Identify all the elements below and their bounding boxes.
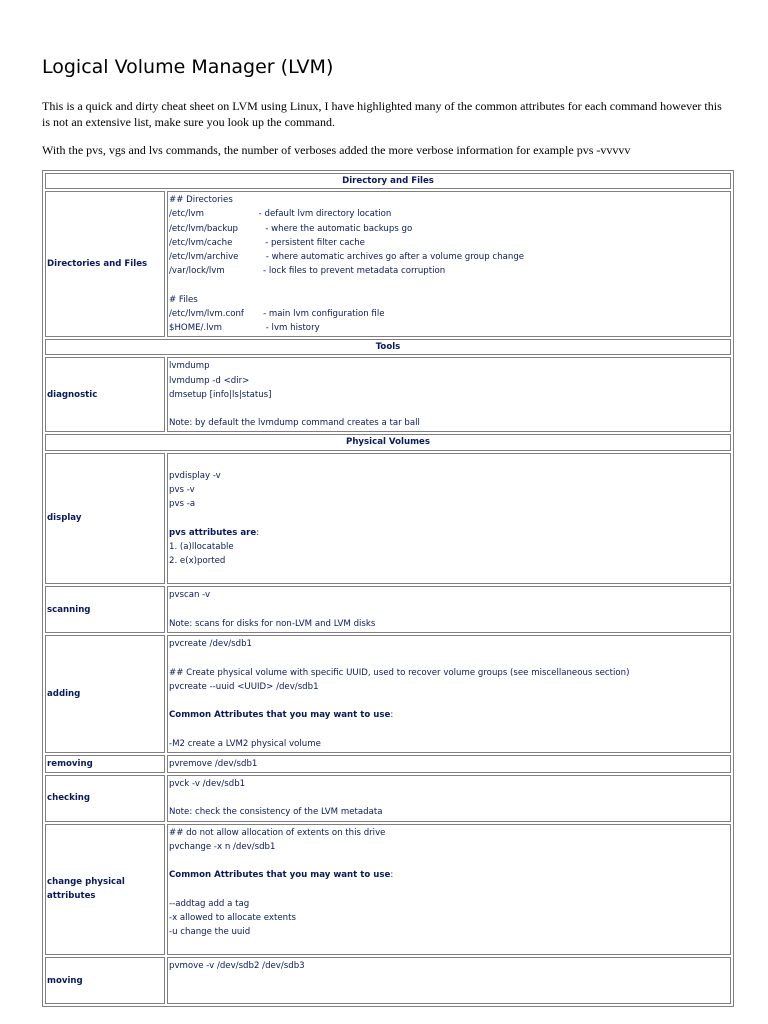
text-line — [169, 939, 729, 953]
row-label-adding: adding — [45, 635, 165, 753]
table-row — [45, 635, 731, 753]
text-line: pvck -v /dev/sdb1 — [169, 778, 246, 789]
text-line — [169, 694, 729, 708]
change-attributes-list — [169, 882, 729, 953]
section-row — [45, 339, 731, 355]
display-commands — [169, 455, 729, 526]
intro-paragraph: This is a quick and dirty cheat sheet on LVM using Linux, I have highlighted many of the common attributes for each command however this is not an extensive list, make sure you look up the command. — [42, 99, 722, 129]
page-title: Logical Volume Manager (LVM) — [42, 56, 334, 78]
table-row — [45, 755, 731, 773]
text-line — [169, 854, 729, 868]
text-line — [169, 568, 729, 582]
text-line: /etc/lvm/lvm.conf - main lvm configuration file — [169, 308, 385, 319]
row-content-change-attributes — [167, 824, 731, 956]
text-line: pvchange -x n /dev/sdb1 — [169, 841, 276, 852]
row-label-display: display — [45, 453, 165, 585]
adding-attributes-heading-colon: : — [390, 710, 394, 721]
text-line: pvdisplay -v — [169, 470, 221, 481]
text-line: pvcreate /dev/sdb1 — [169, 639, 253, 650]
text-line — [169, 278, 729, 292]
text-line: pvcreate --uuid <UUID> /dev/sdb1 — [169, 681, 319, 692]
section-header-physical-volumes: Physical Volumes — [45, 434, 731, 450]
text-line: 2. e(x)ported — [169, 556, 226, 567]
display-attributes-heading-colon: : — [256, 527, 260, 538]
text-line — [169, 988, 729, 1002]
text-line: pvs -a — [169, 499, 196, 510]
verbose-note-paragraph: With the pvs, vgs and lvs commands, the number of verboses added the more verbose information for example pvs -vvvvv — [42, 143, 631, 157]
table-row — [45, 357, 731, 432]
text-line: /etc/lvm/backup - where the automatic backups go — [169, 223, 413, 234]
section-row — [45, 173, 731, 189]
text-line: ## Directories — [169, 195, 233, 206]
text-line: /etc/lvm - default lvm directory location — [169, 209, 392, 220]
text-line: ## Create physical volume with specific UUID, used to recover volume groups (see miscellaneous section) — [169, 667, 630, 678]
row-content-removing — [167, 755, 731, 773]
row-label-scanning: scanning — [45, 586, 165, 633]
text-line: lvmdump — [169, 361, 210, 372]
text-line: /var/lock/lvm - lock files to prevent metadata corruption — [169, 266, 446, 277]
text-line: Note: by default the lvmdump command creates a tar ball — [169, 418, 420, 429]
row-content-adding — [167, 635, 731, 753]
section-header-tools: Tools — [45, 339, 731, 355]
text-line — [169, 603, 729, 617]
text-line: --addtag add a tag — [169, 898, 250, 909]
text-line: 1. (a)llocatable — [169, 541, 234, 552]
row-label-moving: moving — [45, 957, 165, 1004]
row-content-diagnostic — [167, 357, 731, 432]
row-label-removing: removing — [45, 755, 165, 773]
text-line: Note: check the consistency of the LVM metadata — [169, 807, 383, 818]
table-row — [45, 453, 731, 585]
text-line — [169, 651, 729, 665]
text-line: lvmdump -d <dir> — [169, 375, 250, 386]
change-attributes-heading — [169, 868, 729, 882]
text-line — [169, 455, 729, 469]
text-line — [169, 791, 729, 805]
adding-commands — [169, 637, 729, 708]
change-commands — [169, 826, 729, 869]
text-line — [169, 882, 729, 896]
display-attributes-list — [169, 540, 729, 583]
text-line — [169, 511, 729, 525]
section-row — [45, 434, 731, 450]
table-row — [45, 191, 731, 337]
table-row — [45, 824, 731, 956]
display-attributes-heading-text: pvs attributes are — [169, 527, 257, 538]
section-header-directories: Directory and Files — [45, 173, 731, 189]
row-label-change-attributes: change physical attributes — [45, 824, 165, 956]
row-content-scanning — [167, 586, 731, 633]
text-line: -u change the uuid — [169, 926, 251, 937]
row-label-directories: Directories and Files — [45, 191, 165, 337]
table-row — [45, 775, 731, 822]
text-line: pvmove -v /dev/sdb2 /dev/sdb3 — [169, 961, 305, 972]
text-line: dmsetup [info|ls|status] — [169, 389, 272, 400]
text-line: -x allowed to allocate extents — [169, 912, 296, 923]
row-content-directories — [167, 191, 731, 337]
display-attributes-heading — [169, 526, 729, 540]
text-line: pvremove /dev/sdb1 — [169, 758, 258, 769]
adding-attributes-list — [169, 722, 729, 750]
text-line: Note: scans for disks for non-LVM and LVM disks — [169, 618, 376, 629]
text-line: $HOME/.lvm - lvm history — [169, 323, 320, 334]
adding-attributes-heading — [169, 708, 729, 722]
text-line — [169, 722, 729, 736]
text-line: ## do not allow allocation of extents on this drive — [169, 827, 386, 838]
text-line: pvs -v — [169, 485, 195, 496]
text-line: pvscan -v — [169, 590, 211, 601]
row-content-display — [167, 453, 731, 585]
row-content-checking — [167, 775, 731, 822]
text-line: /etc/lvm/cache - persistent filter cache — [169, 237, 365, 248]
text-line — [169, 402, 729, 416]
row-label-diagnostic: diagnostic — [45, 357, 165, 432]
lvm-cheat-sheet-table — [42, 170, 734, 1007]
table-row — [45, 586, 731, 633]
change-attributes-heading-text: Common Attributes that you may want to use — [169, 870, 391, 881]
table-row — [45, 957, 731, 1004]
row-content-moving — [167, 957, 731, 1004]
text-line: /etc/lvm/archive - where automatic archives go after a volume group change — [169, 252, 525, 263]
text-line — [169, 974, 729, 988]
row-label-checking: checking — [45, 775, 165, 822]
text-line: # Files — [169, 294, 198, 305]
text-line: -M2 create a LVM2 physical volume — [169, 738, 321, 749]
change-attributes-heading-colon: : — [390, 870, 394, 881]
adding-attributes-heading-text: Common Attributes that you may want to use — [169, 710, 391, 721]
